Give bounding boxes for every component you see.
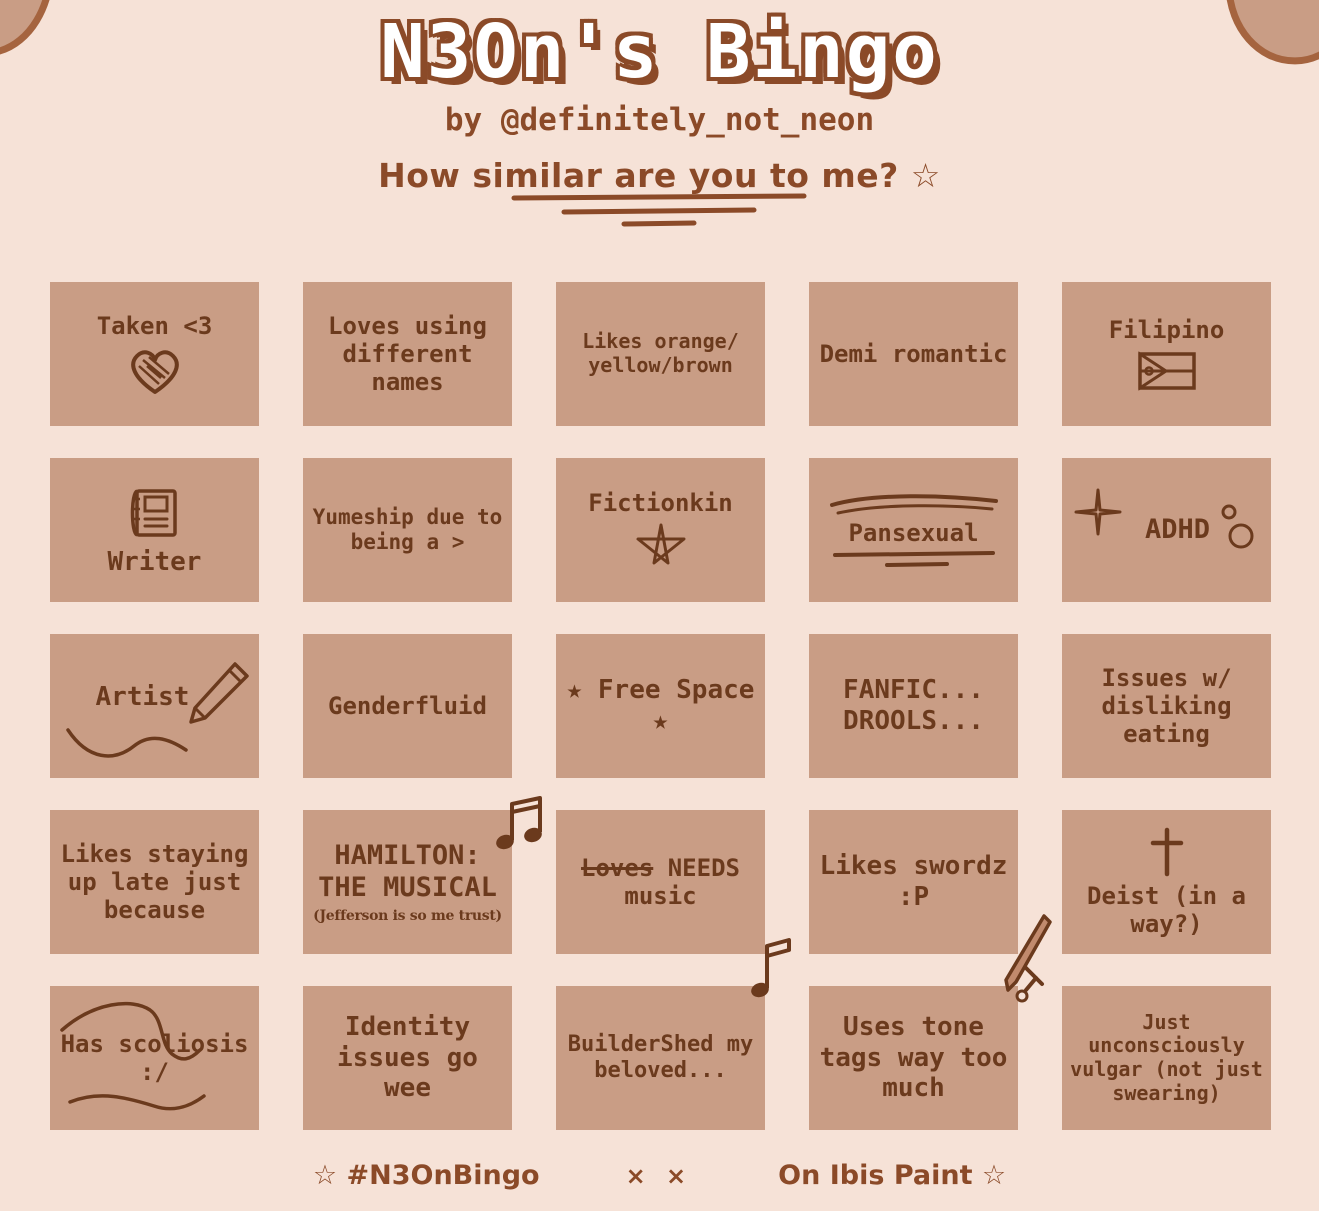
bingo-cell-label: Issues w/ disliking eating xyxy=(1101,663,1232,749)
subtitle-wrap xyxy=(378,156,941,195)
bingo-cell[interactable] xyxy=(50,282,259,426)
bingo-cell-label: Has scoliosis :/ xyxy=(60,1029,249,1086)
bingo-cell-label: Uses tone tags way too much xyxy=(819,1011,1008,1104)
bingo-cell-label: Identity issues go wee xyxy=(337,1011,478,1104)
bubbles-icon xyxy=(1215,500,1261,564)
bingo-cell-rest: NEEDS music xyxy=(624,853,740,910)
bingo-cell[interactable] xyxy=(809,282,1018,426)
bingo-cell-label: Likes orange/ yellow/brown xyxy=(582,329,739,377)
bingo-cell-label: ★ Free Space ★ xyxy=(566,675,755,736)
bingo-cell[interactable] xyxy=(303,810,512,954)
bingo-cell-label: Genderfluid xyxy=(328,691,487,720)
star-outline-icon xyxy=(635,521,687,571)
bingo-cell-label: Yumeship due to being a > xyxy=(312,505,503,554)
bingo-cell-label xyxy=(562,854,759,911)
bingo-cell[interactable] xyxy=(809,634,1018,778)
bingo-cell-label: Just unconsciously vulgar (not just swearing) xyxy=(1070,1009,1263,1105)
header xyxy=(0,0,1319,195)
bingo-cell[interactable] xyxy=(1062,634,1271,778)
bingo-cell[interactable] xyxy=(303,634,512,778)
footer-credit: On Ibis Paint ☆ xyxy=(778,1160,1007,1191)
bingo-cell[interactable] xyxy=(303,282,512,426)
cross-icon xyxy=(1146,826,1188,880)
footer xyxy=(0,1160,1319,1191)
swoosh-icon xyxy=(64,720,204,764)
bingo-cell[interactable] xyxy=(1062,282,1271,426)
scribble-overline-icon xyxy=(824,489,1004,517)
bingo-cell[interactable] xyxy=(809,458,1018,602)
bingo-cell[interactable] xyxy=(1062,986,1271,1130)
bingo-grid xyxy=(50,282,1270,1130)
scribble-underline-icon xyxy=(829,549,999,571)
byline: by @definitely_not_neon xyxy=(444,101,875,138)
bingo-cell-label: Fictionkin xyxy=(588,488,733,517)
bingo-cell[interactable] xyxy=(1062,458,1271,602)
footer-hashtag: ☆ #N3OnBingo xyxy=(312,1160,540,1191)
bingo-cell[interactable] xyxy=(50,634,259,778)
bingo-cell-label: Taken <3 xyxy=(96,311,213,340)
page-title: N3On's Bingo xyxy=(380,9,939,95)
bingo-cell[interactable] xyxy=(556,810,765,954)
bingo-cell-free-space[interactable] xyxy=(556,634,765,778)
sparkle-icon xyxy=(1070,484,1126,540)
footer-kisses: × × xyxy=(625,1161,693,1190)
bingo-cell[interactable] xyxy=(809,986,1018,1130)
bingo-cell-label: Writer xyxy=(107,546,202,577)
bingo-cell-label: Loves using different names xyxy=(328,311,487,397)
philippines-flag-icon xyxy=(1136,350,1198,392)
bingo-cell-label: Likes swordz :P xyxy=(819,851,1008,912)
bingo-cell-label: HAMILTON: THE MUSICAL xyxy=(318,839,497,903)
bingo-cell[interactable] xyxy=(50,458,259,602)
subtitle: How similar are you to me? ☆ xyxy=(378,155,941,195)
bingo-cell-label: Filipino xyxy=(1108,315,1225,344)
bingo-cell-strikethrough: Loves xyxy=(581,853,654,882)
bingo-cell[interactable] xyxy=(303,458,512,602)
bingo-cell[interactable] xyxy=(303,986,512,1130)
bingo-cell-label: BuilderShed my beloved... xyxy=(567,1032,754,1083)
heart-icon xyxy=(125,344,185,396)
bingo-cell-label: Pansexual xyxy=(848,518,979,547)
bingo-cell-label: FANFIC... DROOLS... xyxy=(843,675,984,736)
bingo-cell[interactable] xyxy=(556,458,765,602)
bingo-cell-label: Demi romantic xyxy=(819,339,1008,368)
bingo-cell[interactable] xyxy=(50,986,259,1130)
notebook-icon xyxy=(123,483,185,545)
bingo-cell-label: ADHD xyxy=(1144,514,1211,546)
bingo-cell-label: Deist (in a way?) xyxy=(1087,881,1246,938)
subtitle-underline-icon xyxy=(509,190,809,230)
bingo-cell[interactable] xyxy=(556,986,765,1130)
bingo-cell[interactable] xyxy=(1062,810,1271,954)
bingo-cell[interactable] xyxy=(556,282,765,426)
bingo-cell[interactable] xyxy=(50,810,259,954)
bingo-cell-label: Artist xyxy=(95,681,190,712)
bingo-cell-label: Likes staying up late just because xyxy=(60,839,249,925)
bingo-cell[interactable] xyxy=(809,810,1018,954)
bingo-cell-note: (Jefferson is so me trust) xyxy=(313,907,502,924)
